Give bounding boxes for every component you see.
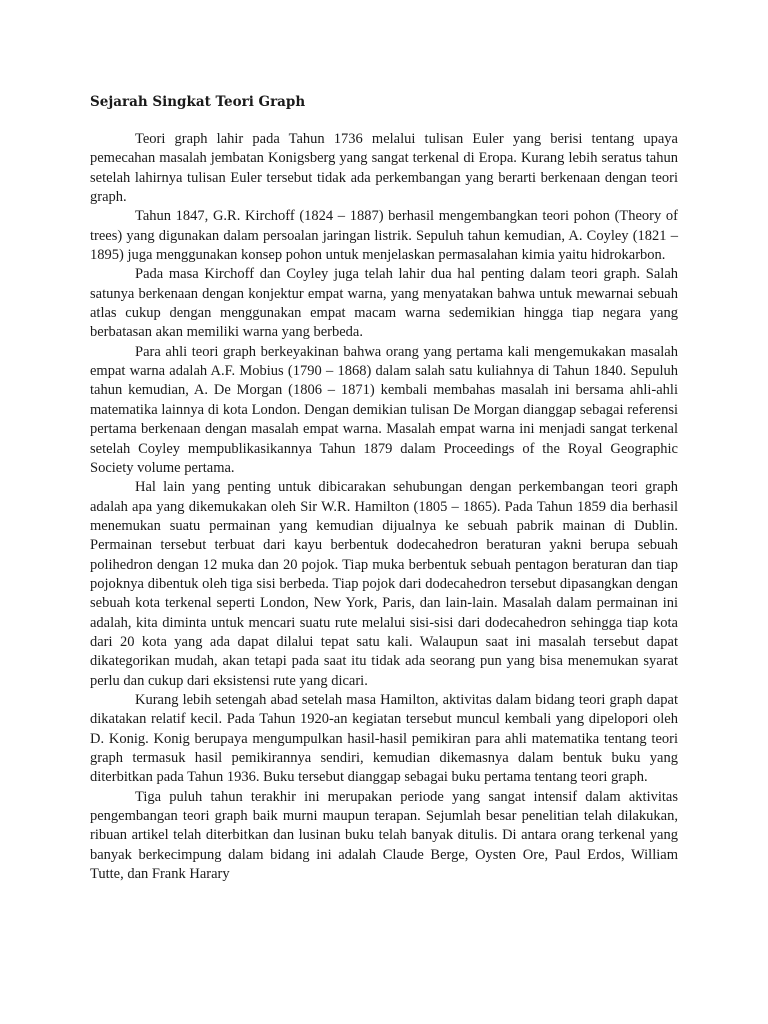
paragraph-1: Teori graph lahir pada Tahun 1736 melalui tulisan Euler yang berisi tentang upaya pemecahan masalah jembatan Konigsberg yang sangat terkenal di Eropa. Kurang lebih seratus tahun setelah lahirnya tulisan Euler tersebut tidak ada perkembangan yang berarti berkenaan dengan teori graph.: [90, 131, 678, 206]
document-body: [90, 130, 678, 884]
paragraph-4: Para ahli teori graph berkeyakinan bahwa orang yang pertama kali mengemukakan masalah empat warna adalah A.F. Mobius (1790 – 1868) dalam salah satu kuliahnya di Tahun 1840. Sepuluh tahun kemudian, A. De Morgan (1806 – 1871) kembali membahas masalah ini bersama ahli-ahli matematika lainnya di kota London. Dengan demikian tulisan De Morgan dianggap sebagai referensi pertama berkenaan dengan masalah empat warna. Masalah empat warna ini menjadi sangat terkenal setelah Coyley mempublikasikannya Tahun 1879 dalam Proceedings of the Royal Geographic Society volume pertama.: [90, 343, 678, 476]
paragraph-3: Pada masa Kirchoff dan Coyley juga telah lahir dua hal penting dalam teori graph. Salah satunya berkenaan dengan konjektur empat warna, yang menyatakan bahwa untuk mewarnai sebuah atlas cukup dengan menggunakan empat macam warna sedemikian hingga tiap negara yang berbatasan akan memiliki warna yang berbeda.: [90, 266, 678, 341]
paragraph-2: Tahun 1847, G.R. Kirchoff (1824 – 1887) berhasil mengembangkan teori pohon (Theory of trees) yang digunakan dalam persoalan jaringan listrik. Sepuluh tahun kemudian, A. Coyley (1821 – 1895) juga menggunakan konsep pohon untuk menjelaskan permasalahan kimia yaitu hidrokarbon.: [90, 208, 678, 264]
paragraph-5: Hal lain yang penting untuk dibicarakan sehubungan dengan perkembangan teori graph adalah apa yang dikemukakan oleh Sir W.R. Hamilton (1805 – 1865). Pada Tahun 1859 dia berhasil menemukan suatu permainan yang kemudian dijualnya ke sebuah pabrik mainan di Dublin. Permainan tersebut terbuat dari kayu berbentuk dodecahedron beraturan yakni berupa sebuah polihedron dengan 12 muka dan 20 pojok. Tiap muka berbentuk sebuah pentagon beraturan dan tiap pojoknya dibentuk oleh tiga sisi berbeda. Tiap pojok dari dodecahedron tersebut dipasangkan dengan sebuah kota terkenal seperti London, New York, Paris, dan lain-lain. Masalah dalam permainan ini adalah, kita diminta untuk mencari suatu rute melalui sisi-sisi dari dodecahedron sehingga tiap kota dari 20 kota yang ada dapat dilalui tepat satu kali. Walaupun saat ini masalah tersebut dapat dikategorikan mudah, akan tetapi pada saat itu tidak ada seorang pun yang bisa menemukan syarat perlu dan cukup dari eksistensi rute yang dicari.: [90, 479, 678, 689]
document-title: Sejarah Singkat Teori Graph: [90, 94, 306, 110]
paragraph-6: Kurang lebih setengah abad setelah masa Hamilton, aktivitas dalam bidang teori graph dapat dikatakan relatif kecil. Pada Tahun 1920-an kegiatan tersebut muncul kembali yang dipelopori oleh D. Konig. Konig berupaya mengumpulkan hasil-hasil pemikiran para ahli matematika tentang teori graph termasuk hasil pemikirannya sendiri, kemudian dikemasnya dalam bentuk buku yang diterbitkan pada Tahun 1936. Buku tersebut dianggap sebagai buku pertama tentang teori graph.: [90, 691, 678, 786]
paragraph-7: Tiga puluh tahun terakhir ini merupakan periode yang sangat intensif dalam aktivitas pengembangan teori graph baik murni maupun terapan. Sejumlah besar penelitian telah dilakukan, ribuan artikel telah diterbitkan dan lusinan buku telah banyak ditulis. Di antara orang terkenal yang banyak berkecimpung dalam bidang ini adalah Claude Berge, Oysten Ore, Paul Erdos, William Tutte, dan Frank Harary: [90, 788, 678, 883]
